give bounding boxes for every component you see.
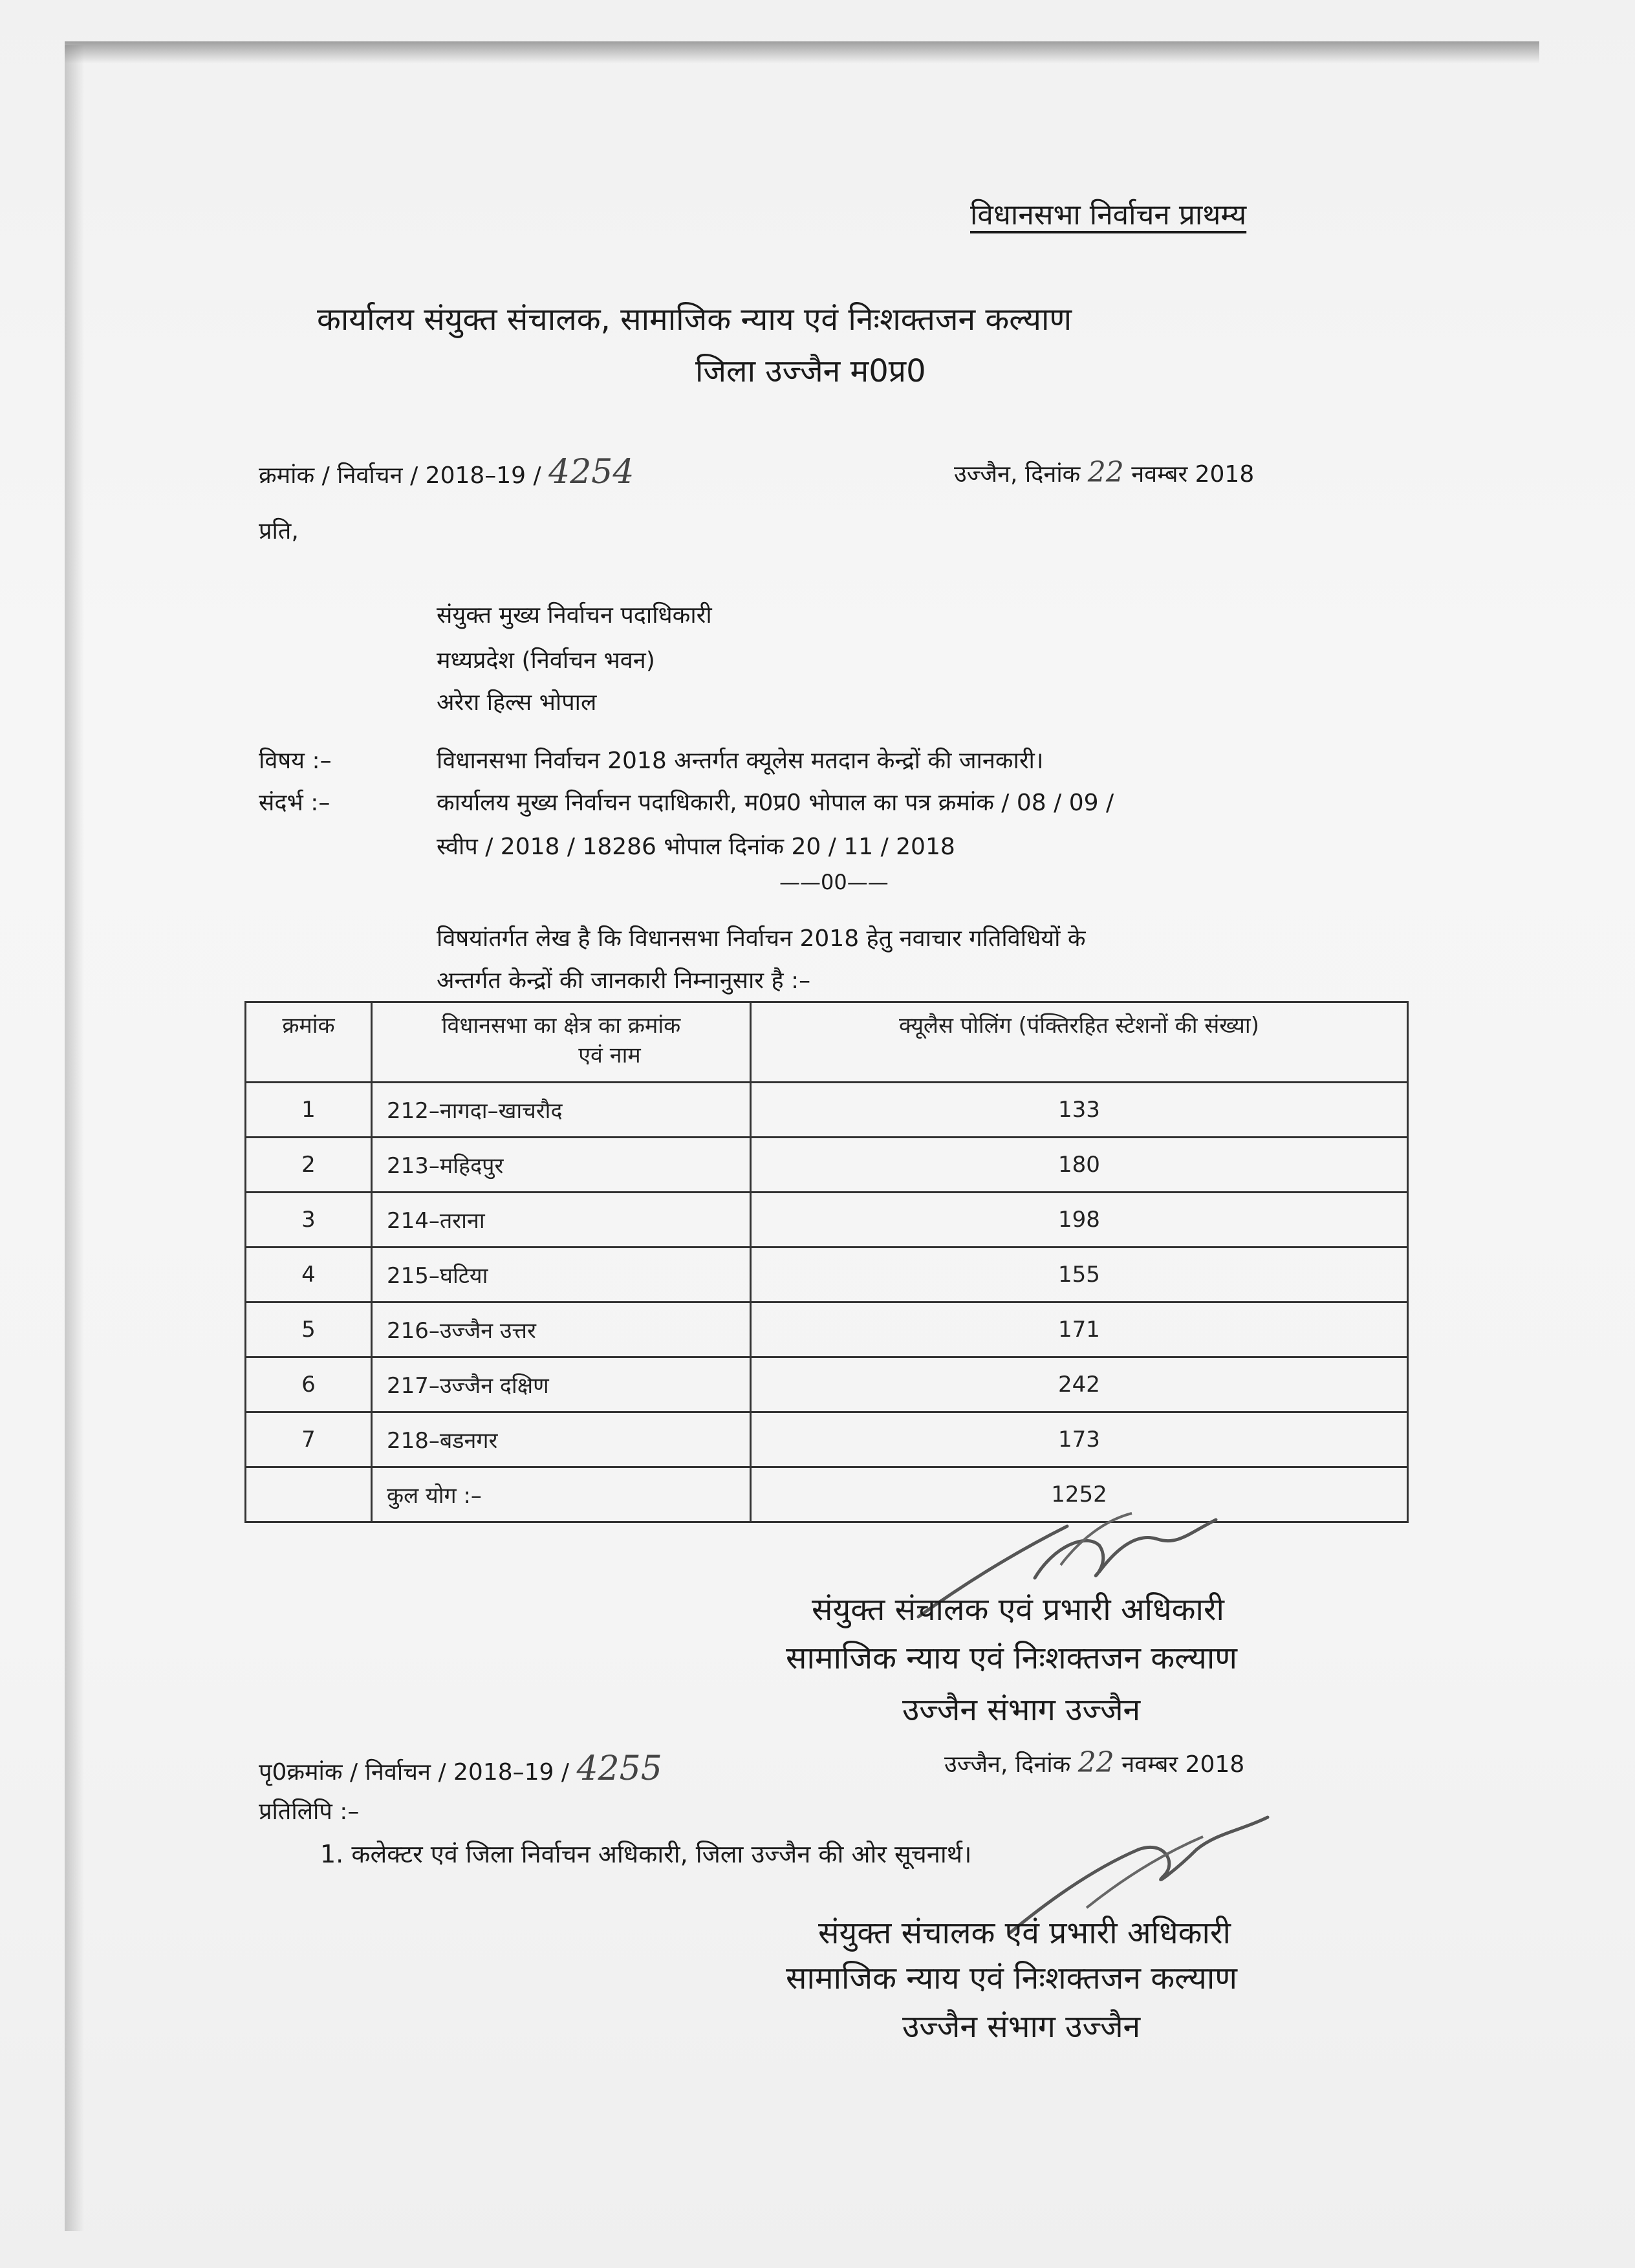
- table-row: [246, 1083, 1408, 1138]
- row-count: 198: [751, 1193, 1408, 1247]
- body-line-1: विषयांतर्गत लेख है कि विधानसभा निर्वाचन 2018 हेतु नवाचार गतिविधियों के: [437, 925, 1086, 952]
- total-value: 1252: [751, 1467, 1408, 1522]
- copy-reference-number-handwritten: 4255: [576, 1749, 662, 1788]
- row-constituency: 214–तराना: [372, 1193, 751, 1247]
- table-row: [246, 1193, 1408, 1247]
- reference-label: संदर्भ :–: [259, 790, 330, 816]
- reference-text-1: कार्यालय मुख्य निर्वाचन पदाधिकारी, म0प्र0 भोपाल का पत्र क्रमांक / 08 / 09 /: [437, 790, 1114, 816]
- row-serial: 2: [246, 1138, 372, 1193]
- table-row: [246, 1357, 1408, 1412]
- copy-date: [944, 1746, 1244, 1779]
- copy-label: प्रतिलिपि :–: [259, 1798, 360, 1825]
- copy-item-1: 1. कलेक्टर एवं जिला निर्वाचन अधिकारी, जिला उज्जैन की ओर सूचनार्थ।: [320, 1840, 972, 1868]
- reference-text-2: स्वीप / 2018 / 18286 भोपाल दिनांक 20 / 11 / 2018: [437, 834, 955, 860]
- row-serial: 4: [246, 1247, 372, 1302]
- date-prefix: उज्जैन, दिनांक: [954, 461, 1081, 488]
- table-row: [246, 1138, 1408, 1193]
- table-row: [246, 1302, 1408, 1357]
- signature2-designation: संयुक्त संचालक एवं प्रभारी अधिकारी: [818, 1915, 1231, 1951]
- row-count: 133: [751, 1083, 1408, 1138]
- row-count: 242: [751, 1357, 1408, 1412]
- recipient-line-3: अरेरा हिल्स भोपाल: [437, 689, 597, 716]
- office-subheading: जिला उज्जैन म0प्र0: [695, 353, 926, 389]
- scan-shadow-left: [65, 45, 84, 2231]
- row-constituency: 218–बडनगर: [372, 1412, 751, 1467]
- total-serial-empty: [246, 1467, 372, 1522]
- table-row: [246, 1247, 1408, 1302]
- signature1-division: उज्जैन संभाग उज्जैन: [902, 1692, 1141, 1728]
- date-day-handwritten: 22: [1087, 456, 1124, 489]
- copy-date-suffix: नवम्बर 2018: [1121, 1751, 1245, 1778]
- reference-prefix: क्रमांक / निर्वाचन / 2018–19 /: [259, 462, 541, 489]
- table-row: [246, 1412, 1408, 1467]
- header-constituency: [372, 1002, 751, 1083]
- table-header-row: [246, 1002, 1408, 1083]
- recipient-line-1: संयुक्त मुख्य निर्वाचन पदाधिकारी: [437, 602, 712, 629]
- row-constituency: 216–उज्जैन उत्तर: [372, 1302, 751, 1357]
- signature2-department: सामाजिक न्याय एवं निःशक्तजन कल्याण: [786, 1960, 1237, 1996]
- total-label: कुल योग :–: [372, 1467, 751, 1522]
- header-serial: क्रमांक: [246, 1002, 372, 1083]
- signature2-division: उज्जैन संभाग उज्जैन: [902, 2009, 1141, 2045]
- row-constituency: 217–उज्जैन दक्षिण: [372, 1357, 751, 1412]
- copy-date-day-handwritten: 22: [1077, 1746, 1114, 1779]
- row-count: 173: [751, 1412, 1408, 1467]
- subject-text: विधानसभा निर्वाचन 2018 अन्तर्गत क्यूलेस मतदान केन्द्रों की जानकारी।: [437, 748, 1044, 774]
- header-constituency-line1: विधानसभा का क्षेत्र का क्रमांक: [441, 1013, 681, 1039]
- copy-reference: [259, 1749, 662, 1788]
- letter-date: [954, 456, 1254, 489]
- copy-date-prefix: उज्जैन, दिनांक: [944, 1751, 1071, 1778]
- office-heading: कार्यालय संयुक्त संचालक, सामाजिक न्याय एवं निःशक्तजन कल्याण: [317, 301, 1072, 338]
- row-serial: 5: [246, 1302, 372, 1357]
- letter-reference: [259, 453, 634, 491]
- to-label: प्रति,: [259, 518, 299, 545]
- signature1-department: सामाजिक न्याय एवं निःशक्तजन कल्याण: [786, 1640, 1237, 1676]
- row-serial: 1: [246, 1083, 372, 1138]
- row-count: 171: [751, 1302, 1408, 1357]
- signature1-designation: संयुक्त संचालक एवं प्रभारी अधिकारी: [812, 1592, 1224, 1628]
- row-constituency: 213–महिदपुर: [372, 1138, 751, 1193]
- body-line-2: अन्तर्गत केन्द्रों की जानकारी निम्नानुसार है :–: [437, 967, 811, 994]
- copy-reference-prefix: पृ0क्रमांक / निर्वाचन / 2018–19 /: [259, 1759, 570, 1786]
- subject-label: विषय :–: [259, 748, 332, 774]
- polling-stations-table: [244, 1001, 1409, 1523]
- row-constituency: 215–घटिया: [372, 1247, 751, 1302]
- row-serial: 3: [246, 1193, 372, 1247]
- priority-tag: विधानसभा निर्वाचन प्राथम्य: [970, 199, 1247, 232]
- separator: ——00——: [779, 870, 889, 894]
- scan-shadow-top: [65, 41, 1539, 63]
- date-suffix: नवम्बर 2018: [1131, 461, 1255, 488]
- row-count: 180: [751, 1138, 1408, 1193]
- header-queueless-count: क्यूलैस पोलिंग (पंक्तिरहित स्टेशनों की संख्या): [751, 1002, 1408, 1083]
- header-constituency-line2: एवं नाम: [578, 1042, 641, 1068]
- row-serial: 6: [246, 1357, 372, 1412]
- row-count: 155: [751, 1247, 1408, 1302]
- recipient-line-2: मध्यप्रदेश (निर्वाचन भवन): [437, 647, 655, 674]
- row-constituency: 212–नागदा–खाचरौद: [372, 1083, 751, 1138]
- reference-number-handwritten: 4254: [548, 453, 634, 491]
- row-serial: 7: [246, 1412, 372, 1467]
